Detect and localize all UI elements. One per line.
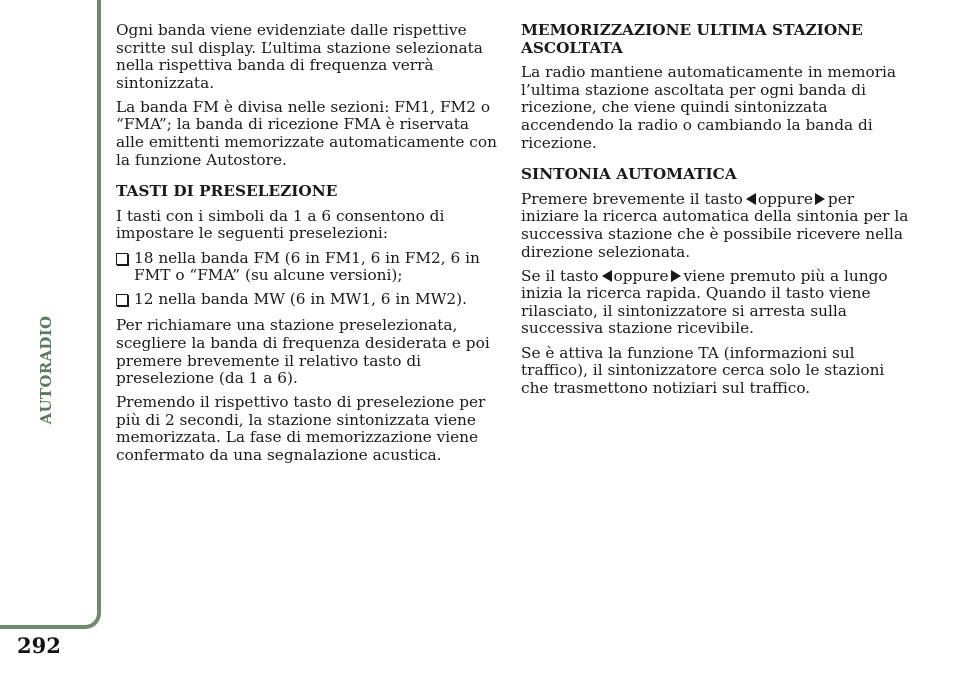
page-number: 292 [17, 633, 61, 658]
section-label: AUTORADIO [37, 315, 55, 425]
right-column [521, 22, 911, 404]
right-arrow-icon [815, 193, 825, 205]
paragraph: I tasti con i simboli da 1 a 6 consentono di impostare le seguenti preselezioni: [116, 206, 445, 243]
paragraph: Premendo il rispettivo tasto di preselezione per più di 2 secondi, la stazione sintonizzata viene memorizzata. La fase di memorizzazione viene confermato da una segnalazione acustica. [116, 393, 486, 464]
text-fragment: oppure [613, 266, 669, 285]
checkbox-bullet-icon [116, 250, 134, 285]
section-heading: SINTONIA AUTOMATICA [521, 165, 737, 184]
section-heading: TASTI DI PRESELEZIONE [116, 182, 338, 201]
paragraph: Per richiamare una stazione preselezionata, scegliere la banda di frequenza desiderata e poi premere brevemente il relativo tasto di preselezione (da 1 a 6). [116, 316, 490, 388]
paragraph: La banda FM è divisa nelle sezioni: FM1, FM2 o “FMA”; la banda di ricezione FMA è riservata alle emittenti memorizzate automaticamente con la funzione Autostore. [116, 97, 497, 169]
left-arrow-icon [602, 270, 612, 282]
text-fragment: oppure [757, 189, 813, 208]
text-fragment: Premere brevemente il tasto [521, 189, 743, 208]
paragraph: La radio mantiene automaticamente in memoria l’ultima stazione ascoltata per ogni banda di ricezione, che viene quindi sintonizzata accendendo la radio o cambiando la banda di ricezione. [521, 63, 897, 152]
paragraph [521, 268, 911, 338]
list-item [116, 250, 498, 285]
right-arrow-icon [671, 270, 681, 282]
text-fragment: viene premuto più a lungo inizia la ricerca rapida. Quando il tasto viene rilasciato, il sintonizzatore si arresta sulla successiva stazione ricevibile. [521, 266, 888, 338]
checkbox-bullet-icon [116, 291, 134, 311]
list-item-text: 12 nella banda MW (6 in MW1, 6 in MW2). [134, 290, 467, 309]
paragraph: Ogni banda viene evidenziate dalle rispettive scritte sul display. L’ultima stazione selezionata nella rispettiva banda di frequenza verrà sintonizzata. [116, 21, 483, 92]
text-fragment: per iniziare la ricerca automatica della sintonia per la successiva stazione che è possibile ricevere nella direzione selezionata. [521, 189, 909, 261]
section-heading: MEMORIZZAZIONE ULTIMA STAZIONE ASCOLTATA [521, 21, 863, 57]
paragraph: Se è attiva la funzione TA (informazioni sul traffico), il sintonizzatore cerca solo le stazioni che trasmettono notiziari sul traffico. [521, 343, 885, 397]
left-column [116, 22, 498, 471]
paragraph [521, 191, 911, 261]
text-fragment: Se il tasto [521, 266, 599, 285]
list-item-text: 18 nella banda FM (6 in FM1, 6 in FM2, 6 in FMT o “FMA” (su alcune versioni); [134, 248, 480, 285]
list-item [116, 291, 498, 311]
left-arrow-icon [746, 193, 756, 205]
